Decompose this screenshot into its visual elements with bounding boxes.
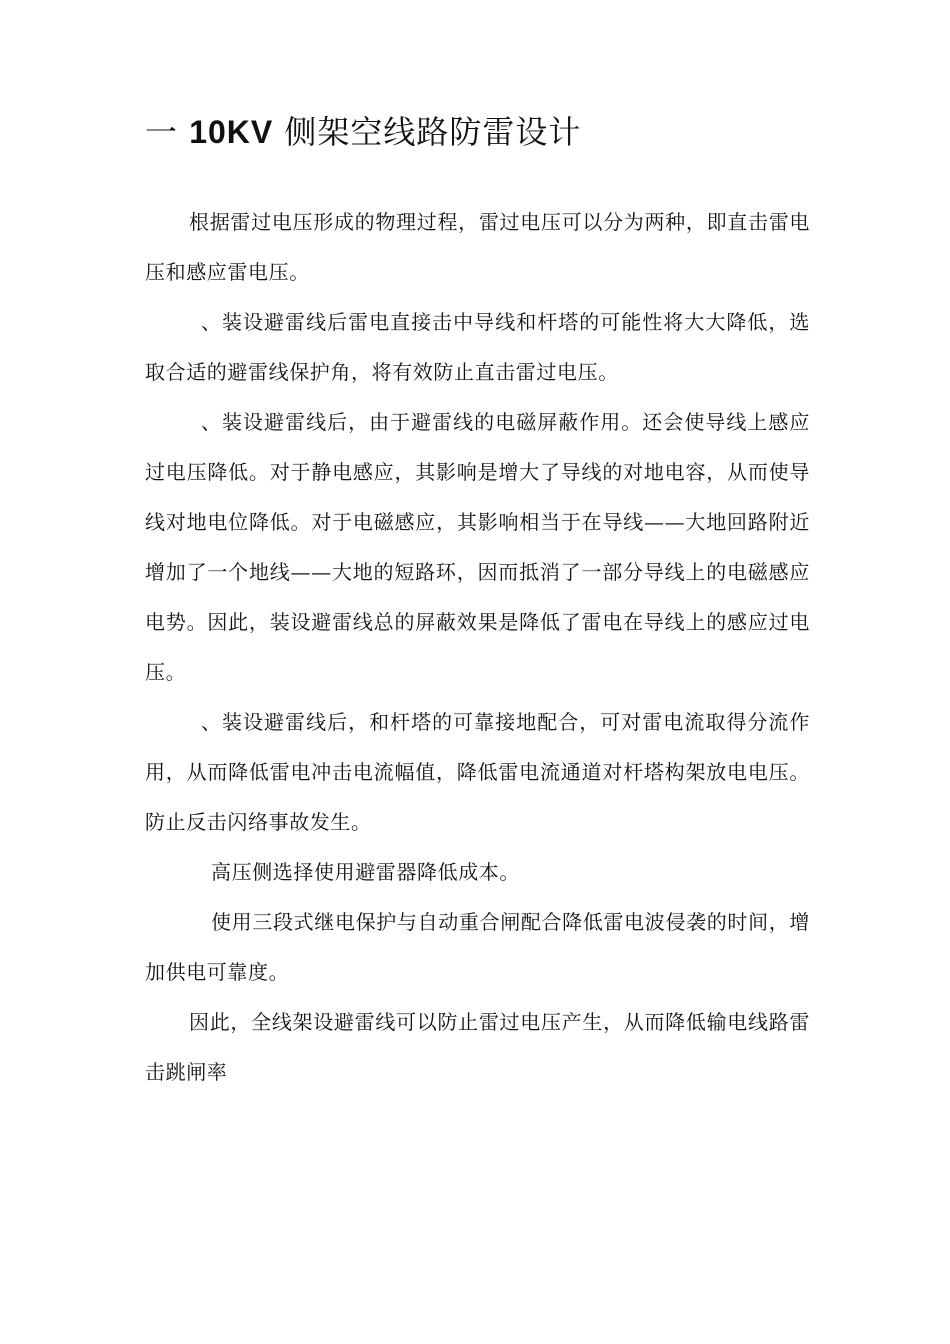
- document-body: [145, 197, 810, 1097]
- document-title: [145, 108, 581, 156]
- paragraph-grounding: 、装设避雷线后，和杆塔的可靠接地配合，可对雷电流取得分流作用，从而降低雷电冲击电流幅值，降低雷电流通道对杆塔构架放电电压。防止反击闪络事故发生。: [145, 710, 810, 834]
- paragraph-shielding: 、装设避雷线后，由于避雷线的电磁屏蔽作用。还会使导线上感应过电压降低。对于静电感应，其影响是增大了导线的对地电容，从而使导线对地电位降低。对于电磁感应，其影响相当于在导线——大地回路附近增加了一个地线——大地的短路环，因而抵消了一部分导线上的电磁感应电势。因此，装设避雷线总的屏蔽效果是降低了雷电在导线上的感应过电压。: [145, 410, 810, 684]
- title-prefix: 一: [145, 113, 190, 151]
- paragraph-lightning-types: 根据雷过电压形成的物理过程，雷过电压可以分为两种，即直击雷电压和感应雷电压。: [145, 210, 810, 284]
- paragraph-direct-strike: 、装设避雷线后雷电直接击中导线和杆塔的可能性将大大降低，选取合适的避雷线保护角，将有效防止直击雷过电压。: [145, 310, 810, 384]
- paragraph-conclusion: 因此，全线架设避雷线可以防止雷过电压产生，从而降低输电线路雷击跳闸率: [145, 1010, 810, 1084]
- title-text: 侧架空线路防雷设计: [273, 113, 582, 151]
- title-voltage: 10KV: [189, 114, 274, 150]
- paragraph-protection-relay: 使用三段式继电保护与自动重合闸配合降低雷电波侵袭的时间，增加供电可靠度。: [145, 910, 810, 984]
- paragraph-arrester: 高压侧选择使用避雷器降低成本。: [211, 860, 520, 884]
